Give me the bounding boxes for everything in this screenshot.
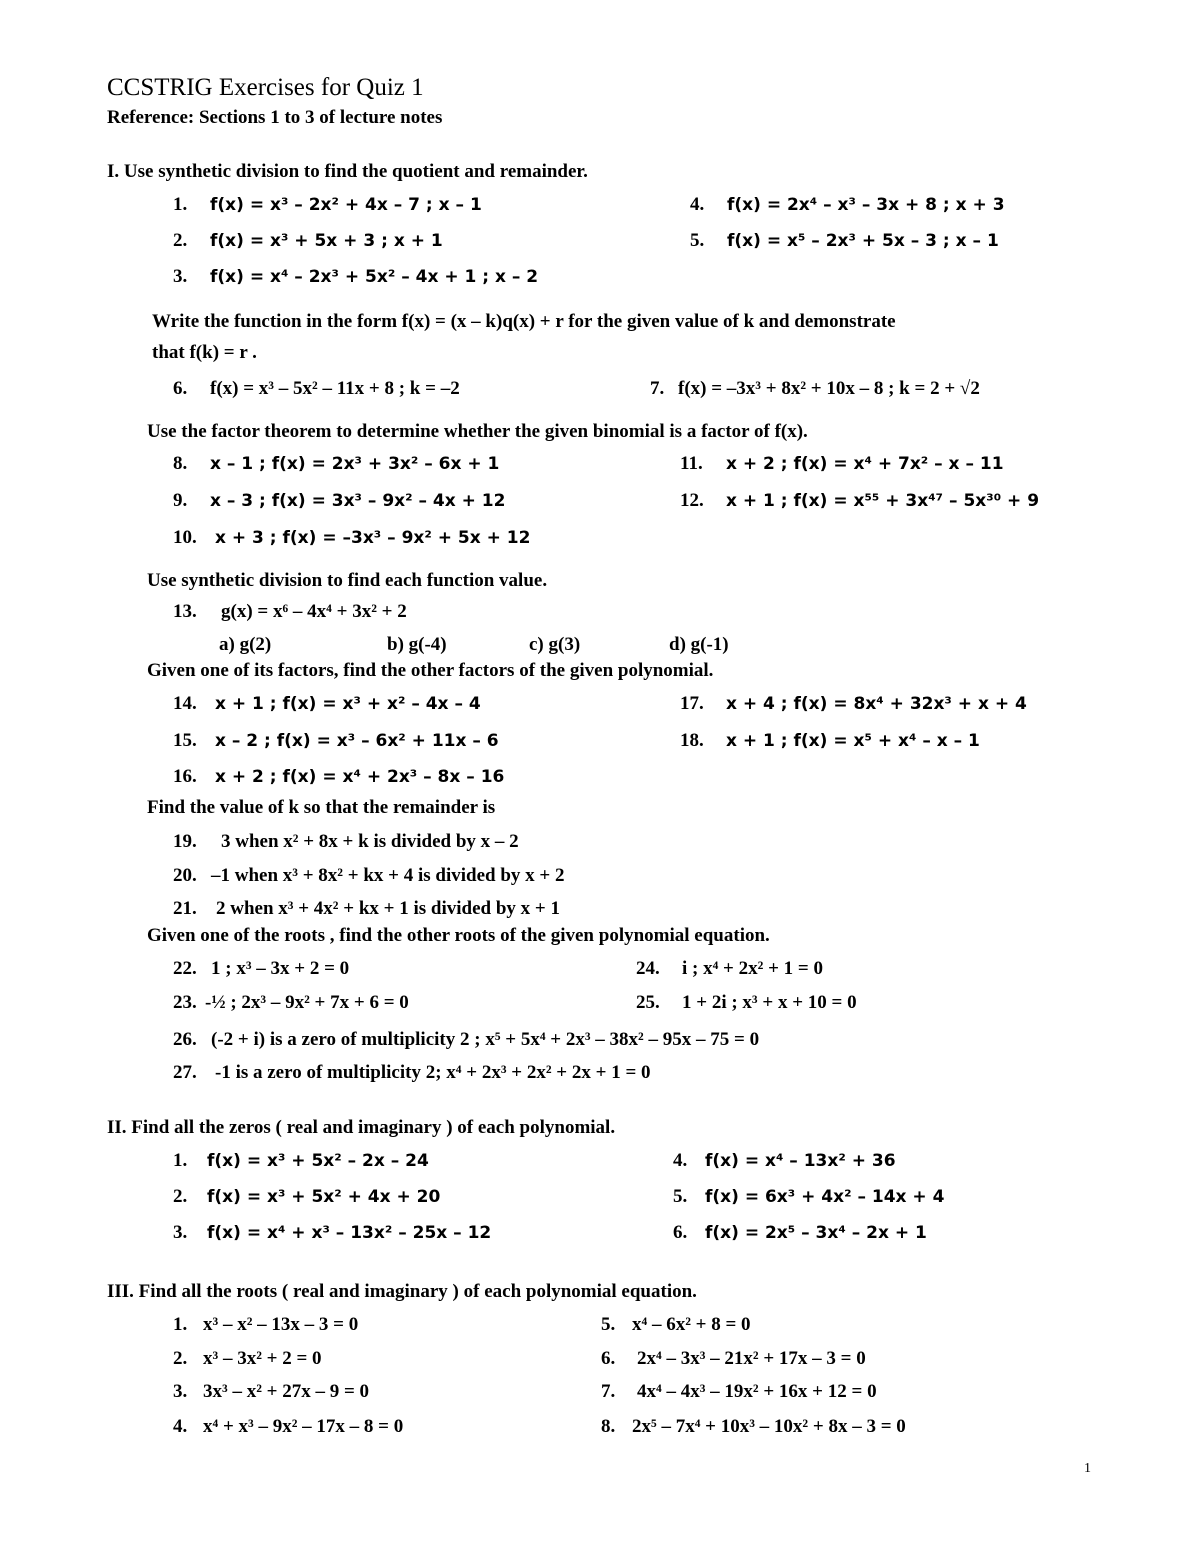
problem-3-4: 4. x⁴ + x³ – 9x² – 17x – 8 = 0 [173,1416,404,1437]
problem-1-10: 10. x + 3 ; f(x) = –3x³ – 9x² + 5x + 12 [173,527,531,548]
problem-3-7: 7. 4x⁴ – 4x³ – 19x² + 16x + 12 = 0 [601,1381,877,1402]
problem-3-5: 5. x⁴ – 6x² + 8 = 0 [601,1314,751,1335]
problem-1-17: 17. x + 4 ; f(x) = 8x⁴ + 32x³ + x + 4 [680,693,1027,714]
problem-1-14: 14. x + 1 ; f(x) = x³ + x² – 4x – 4 [173,693,481,714]
instruction-remainder-form: Write the function in the form f(x) = (x – k)q(x) + r for the given value of k and demonstrate [152,311,896,332]
problem-1-13c: c) g(3) [529,634,581,655]
problem-1-11: 11. x + 2 ; f(x) = x⁴ + 7x² – x – 11 [680,453,1004,474]
problem-1-22: 22. 1 ; x³ – 3x + 2 = 0 [173,958,350,979]
problem-1-1: 1. f(x) = x³ – 2x² + 4x – 7 ; x – 1 [173,194,482,215]
problem-2-3: 3. f(x) = x⁴ + x³ – 13x² – 25x – 12 [173,1222,492,1243]
problem-1-18: 18. x + 1 ; f(x) = x⁵ + x⁴ – x – 1 [680,730,980,751]
problem-1-25: 25. 1 + 2i ; x³ + x + 10 = 0 [636,992,857,1013]
problem-1-27: 27. -1 is a zero of multiplicity 2; x⁴ + 2x³ + 2x² + 2x + 1 = 0 [173,1062,651,1083]
problem-1-13b: b) g(-4) [387,634,447,655]
section-2-heading: II. Find all the zeros ( real and imaginary ) of each polynomial. [107,1117,616,1138]
problem-3-1: 1. x³ – x² – 13x – 3 = 0 [173,1314,359,1335]
section-3-heading: III. Find all the roots ( real and imaginary ) of each polynomial equation. [107,1281,697,1302]
instruction-synthetic-values: Use synthetic division to find each function value. [147,570,548,591]
problem-1-2: 2. f(x) = x³ + 5x + 3 ; x + 1 [173,230,443,251]
problem-1-13d: d) g(-1) [669,634,729,655]
problem-3-3: 3. 3x³ – x² + 27x – 9 = 0 [173,1381,370,1402]
problem-3-6: 6. 2x⁴ – 3x³ – 21x² + 17x – 3 = 0 [601,1348,866,1369]
reference-line: Reference: Sections 1 to 3 of lecture notes [107,107,443,128]
problem-3-2: 2. x³ – 3x² + 2 = 0 [173,1348,322,1369]
page-title: CCSTRIG Exercises for Quiz 1 [107,74,424,101]
problem-1-6: 6. f(x) = x³ – 5x² – 11x + 8 ; k = –2 [173,378,460,399]
problem-1-16: 16. x + 2 ; f(x) = x⁴ + 2x³ – 8x – 16 [173,766,505,787]
problem-1-5: 5. f(x) = x⁵ – 2x³ + 5x – 3 ; x – 1 [690,230,999,251]
problem-2-4: 4. f(x) = x⁴ – 13x² + 36 [673,1150,896,1171]
problem-1-13a: a) g(2) [219,634,272,655]
problem-2-6: 6. f(x) = 2x⁵ – 3x⁴ – 2x + 1 [673,1222,927,1243]
problem-1-26: 26. (-2 + i) is a zero of multiplicity 2 ; x⁵ + 5x⁴ + 2x³ – 38x² – 95x – 75 = 0 [173,1029,760,1050]
problem-1-7: 7. f(x) = –3x³ + 8x² + 10x – 8 ; k = 2 + √2 [650,378,980,399]
instruction-other-factors: Given one of its factors, find the other factors of the given polynomial. [147,660,714,681]
problem-1-13: 13. g(x) = x⁶ – 4x⁴ + 3x² + 2 [173,601,407,622]
instruction-find-k: Find the value of k so that the remainder is [147,797,496,818]
instruction-remainder-form-2: that f(k) = r . [152,342,257,363]
problem-1-9: 9. x – 3 ; f(x) = 3x³ – 9x² – 4x + 12 [173,490,506,511]
problem-2-5: 5. f(x) = 6x³ + 4x² – 14x + 4 [673,1186,945,1207]
problem-1-8: 8. x – 1 ; f(x) = 2x³ + 3x² – 6x + 1 [173,453,500,474]
problem-1-12: 12. x + 1 ; f(x) = x⁵⁵ + 3x⁴⁷ – 5x³⁰ + 9 [680,490,1040,511]
problem-1-3: 3. f(x) = x⁴ – 2x³ + 5x² – 4x + 1 ; x – 2 [173,266,539,287]
problem-2-1: 1. f(x) = x³ + 5x² – 2x – 24 [173,1150,429,1171]
instruction-other-roots: Given one of the roots , find the other roots of the given polynomial equation. [147,925,770,946]
problem-1-23: 23. -½ ; 2x³ – 9x² + 7x + 6 = 0 [173,992,409,1013]
problem-1-21: 21. 2 when x³ + 4x² + kx + 1 is divided by x + 1 [173,898,560,919]
problem-3-8: 8. 2x⁵ – 7x⁴ + 10x³ – 10x² + 8x – 3 = 0 [601,1416,906,1437]
problem-1-19: 19. 3 when x² + 8x + k is divided by x – 2 [173,831,519,852]
section-1-heading: I. Use synthetic division to find the quotient and remainder. [107,161,588,182]
problem-1-4: 4. f(x) = 2x⁴ – x³ – 3x + 8 ; x + 3 [690,194,1005,215]
problem-1-20: 20. –1 when x³ + 8x² + kx + 4 is divided by x + 2 [173,865,565,886]
problem-2-2: 2. f(x) = x³ + 5x² + 4x + 20 [173,1186,441,1207]
problem-1-24: 24. i ; x⁴ + 2x² + 1 = 0 [636,958,823,979]
page-number: 1 [1084,1461,1091,1476]
problem-1-15: 15. x – 2 ; f(x) = x³ – 6x² + 11x – 6 [173,730,499,751]
instruction-factor-theorem: Use the factor theorem to determine whether the given binomial is a factor of f(x). [147,421,808,442]
